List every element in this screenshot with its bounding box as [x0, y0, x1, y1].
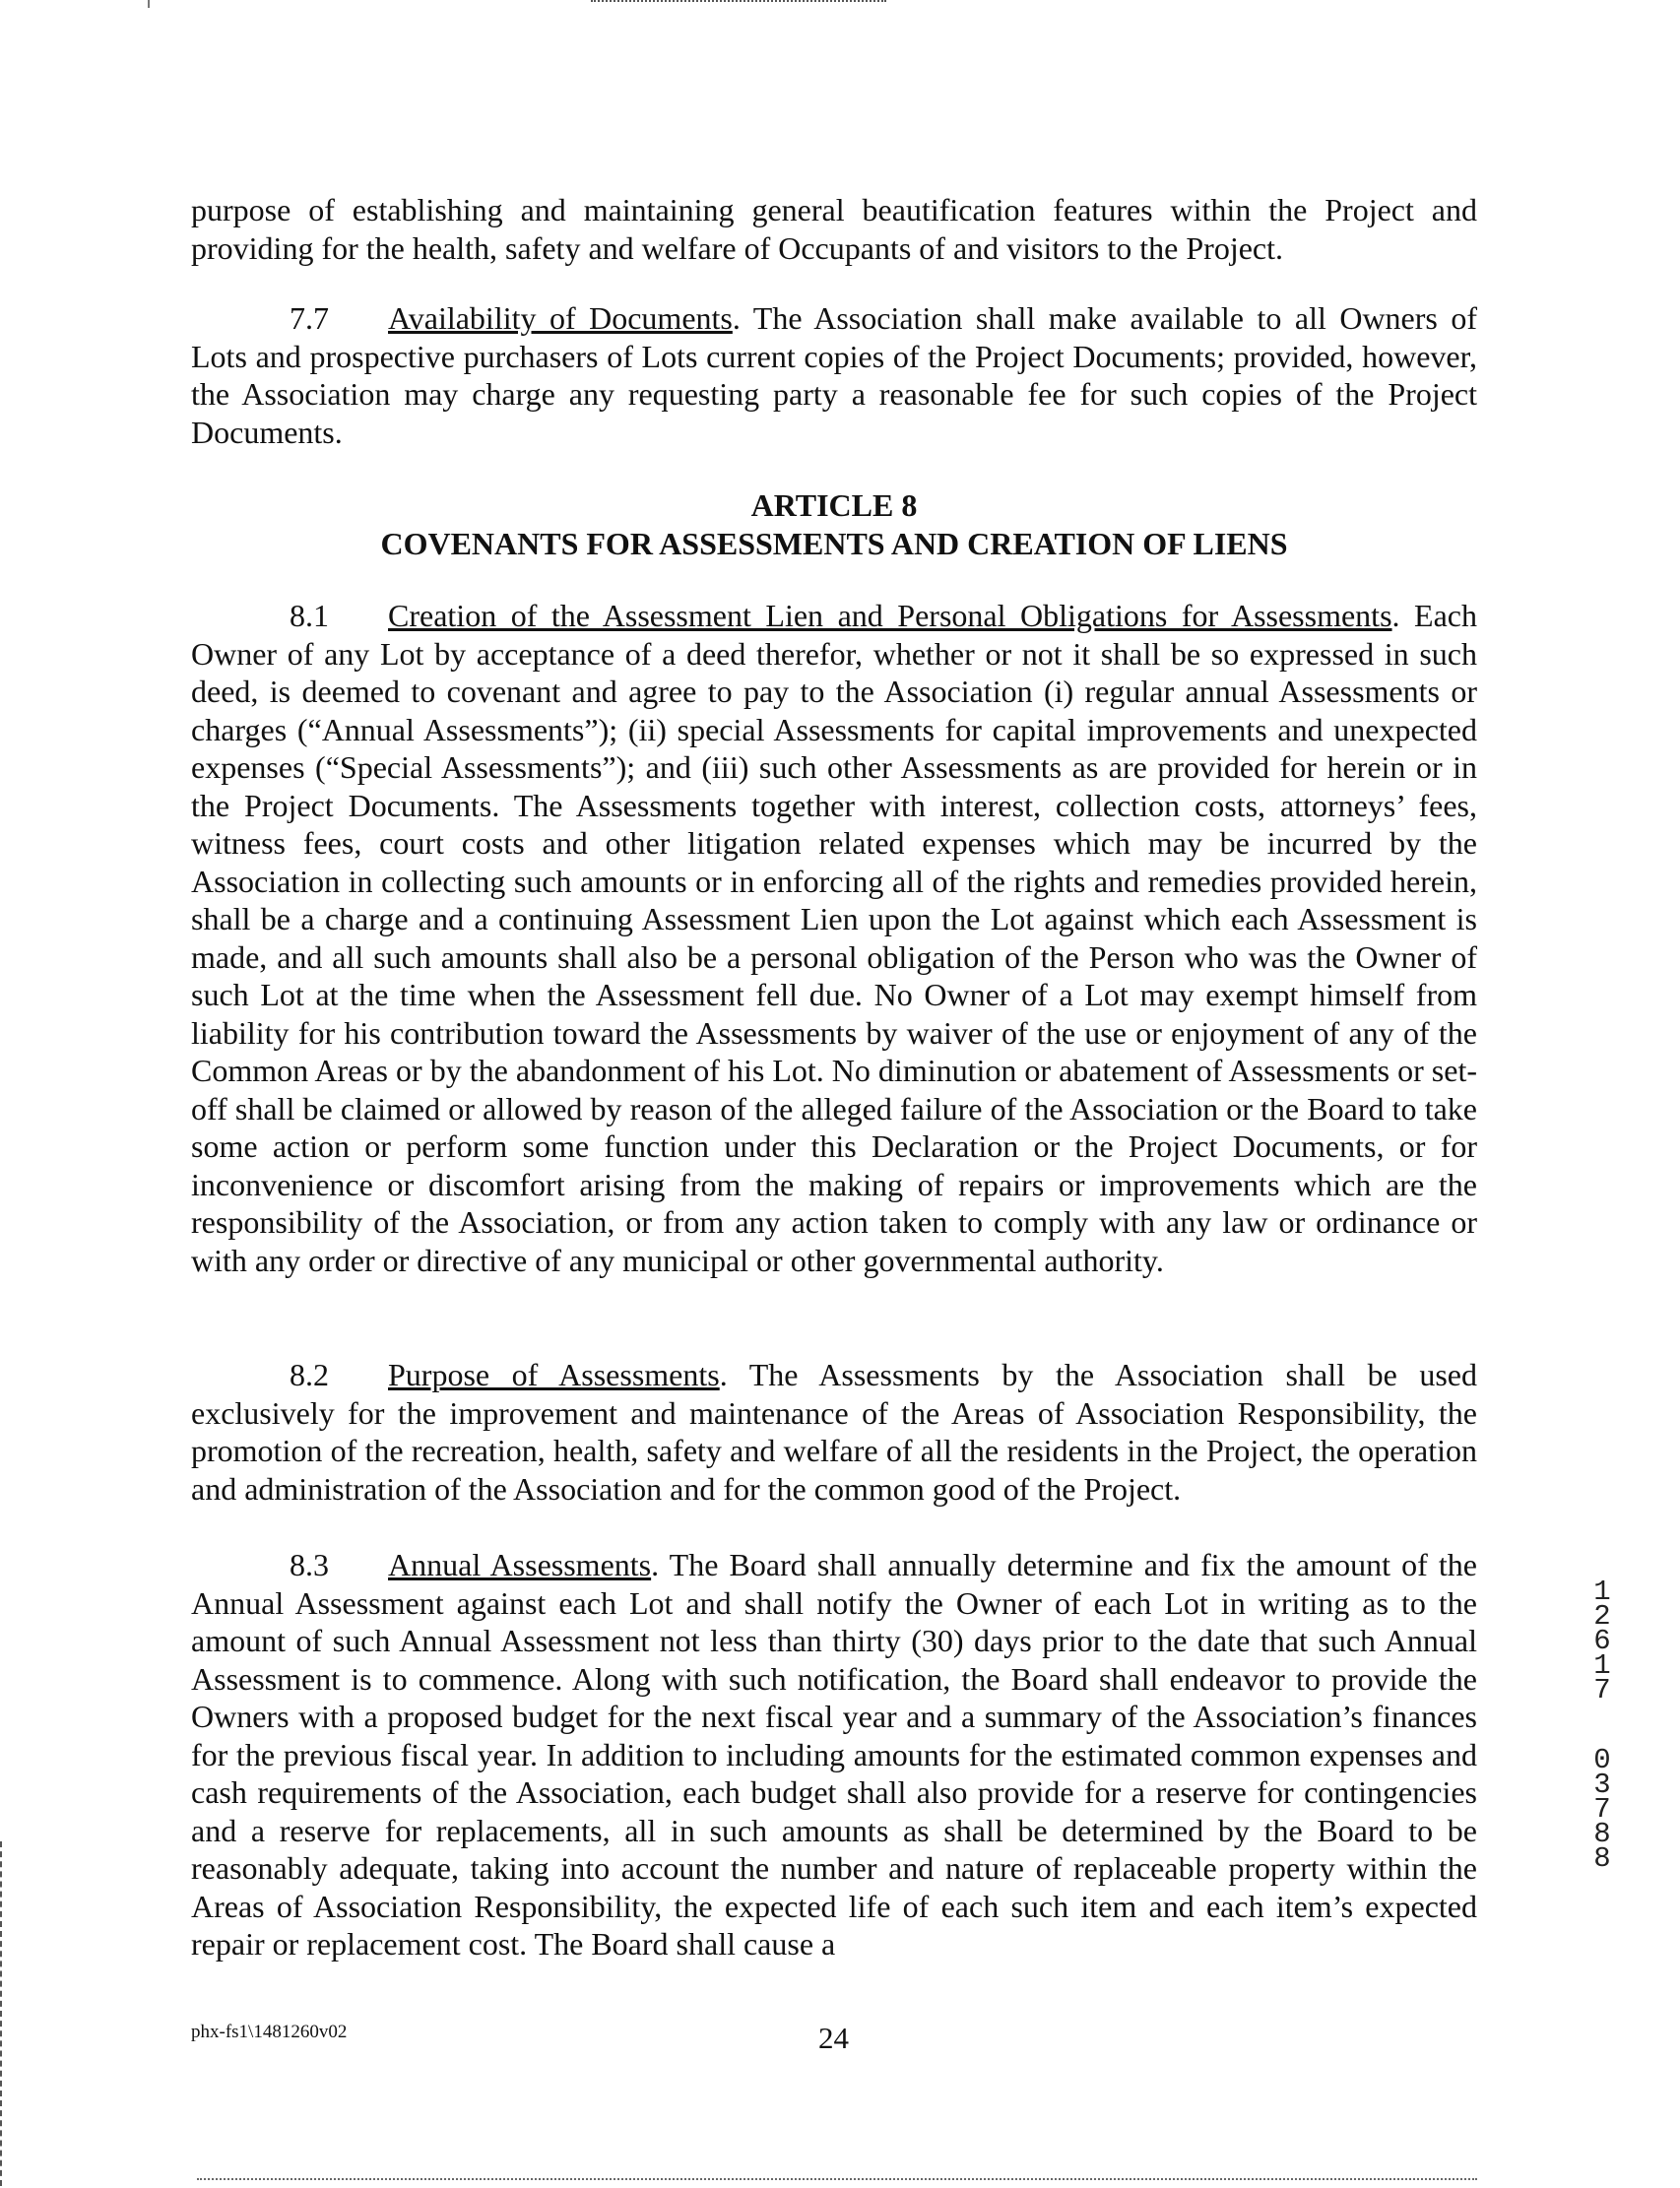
section-8-3	[191, 1546, 1477, 1963]
section-title: Creation of the Assessment Lien and Personal Obligations for Assessments	[388, 598, 1392, 633]
article-heading	[191, 486, 1477, 563]
section-title: Availability of Documents	[388, 300, 733, 336]
scan-artifact-top-edge	[591, 0, 886, 4]
stamp-digit: 2	[1593, 1600, 1611, 1633]
stamp-digit: 1	[1593, 1576, 1611, 1608]
stamp-digit: 1	[1593, 1649, 1611, 1682]
page-number: 24	[818, 2021, 849, 2055]
section-8-1	[191, 597, 1477, 1279]
section-body: . The Board shall annually determine and fix the amount of the Annual Assessment against each Lot and shall notify the Owner of each Lot in writing as to the amount of such Annual Assessment not less than thirty (30) days prior to the date that such Annual Assessment is to commence. Along with such notification, the Board shall endeavor to provide the Owners with a proposed budget for the next fiscal year and a summary of the Association’s finances for the previous fiscal year. In addition to including amounts for the estimated common expenses and cash requirements of the Association, each budget shall also provide for a reserve for contingencies and a reserve for replacements, all in such amounts as shall be determined by the Board to be reasonably adequate, taking into account the number and nature of replaceable property within the Areas of Association Responsibility, the expected life of each such item and each item’s expected repair or replacement cost. The Board shall cause a	[191, 1547, 1478, 1962]
recording-stamp	[1587, 1576, 1617, 1875]
section-title: Purpose of Assessments	[388, 1357, 720, 1392]
section-body: . Each Owner of any Lot by acceptance of a deed therefor, whether or not it shall be so expressed in such deed, is deemed to covenant and agree to pay to the Association (i) regular annual Assessments or charges (“Annual Assessments”); (ii) special Assessments for capital improvements and unexpected expenses (“Special Assessments”); and (iii) such other Assessments as are provided for herein or in the Project Documents. The Assessments together with interest, collection costs, attorneys’ fees, witness fees, court costs and other litigation related expenses which may be incurred by the Association in collecting such amounts or in enforcing all of the rights and remedies provided herein, shall be a charge and a continuing Assessment Lien upon the Lot against which each Assessment is made, and all such amounts shall also be a personal obligation of the Person who was the Owner of such Lot at the time when the Assessment fell due. No Owner of a Lot may exempt himself from liability for his contribution toward the Assessments by waiver of the use or enjoyment of any of the Common Areas or by the abandonment of his Lot. No diminution or abatement of Assessments or set-off shall be claimed or allowed by reason of the alleged failure of the Association or the Board to take some action or perform some function under this Declaration or the Project Documents, or for inconvenience or discomfort arising from the making of repairs or improvements which are the responsibility of the Association, or from any action taken to comply with any law or ordinance or with any order or directive of any municipal or other governmental authority.	[191, 598, 1478, 1278]
section-title: Annual Assessments	[388, 1547, 652, 1582]
footer-document-id: phx-fs1\1481260v02	[191, 2022, 348, 2042]
article-title: COVENANTS FOR ASSESSMENTS AND CREATION OF LIENS	[380, 526, 1288, 561]
stamp-digit: 7	[1593, 1793, 1611, 1826]
stamp-digit: 8	[1593, 1818, 1611, 1850]
stamp-digit: 8	[1593, 1842, 1611, 1875]
stamp-gap	[1587, 1703, 1617, 1748]
scan-artifact-mark	[148, 0, 150, 8]
scan-artifact-left-edge	[0, 1841, 4, 2186]
stamp-digit: 0	[1593, 1744, 1611, 1776]
section-number: 8.2	[290, 1357, 329, 1392]
section-body: . The Assessments by the Association shall be used exclusively for the improvement and maintenance of the Areas of Association Responsibility, the promotion of the recreation, health, safety and welfare of all the residents in the Project, the operation and administration of the Association and for the common good of the Project.	[191, 1357, 1478, 1507]
stamp-digit: 6	[1593, 1625, 1611, 1657]
section-number: 7.7	[290, 300, 329, 336]
section-number: 8.1	[290, 598, 329, 633]
continuation-paragraph: purpose of establishing and maintaining general beautification features within the Project and providing for the health, safety and welfare of Occupants of and visitors to the Project.	[191, 192, 1477, 266]
stamp-digit: 3	[1593, 1769, 1611, 1801]
section-number: 8.3	[290, 1547, 329, 1582]
article-label: ARTICLE 8	[750, 487, 918, 523]
stamp-digit: 7	[1593, 1674, 1611, 1706]
section-7-7	[191, 299, 1477, 451]
section-8-2	[191, 1356, 1477, 1508]
section-body: . The Association shall make available to all Owners of Lots and prospective purchasers of Lots current copies of the Project Documents; provided, however, the Association may charge any requesting party a reasonable fee for such copies of the Project Documents.	[191, 300, 1477, 450]
scan-artifact-bottom-edge	[197, 2178, 1477, 2182]
